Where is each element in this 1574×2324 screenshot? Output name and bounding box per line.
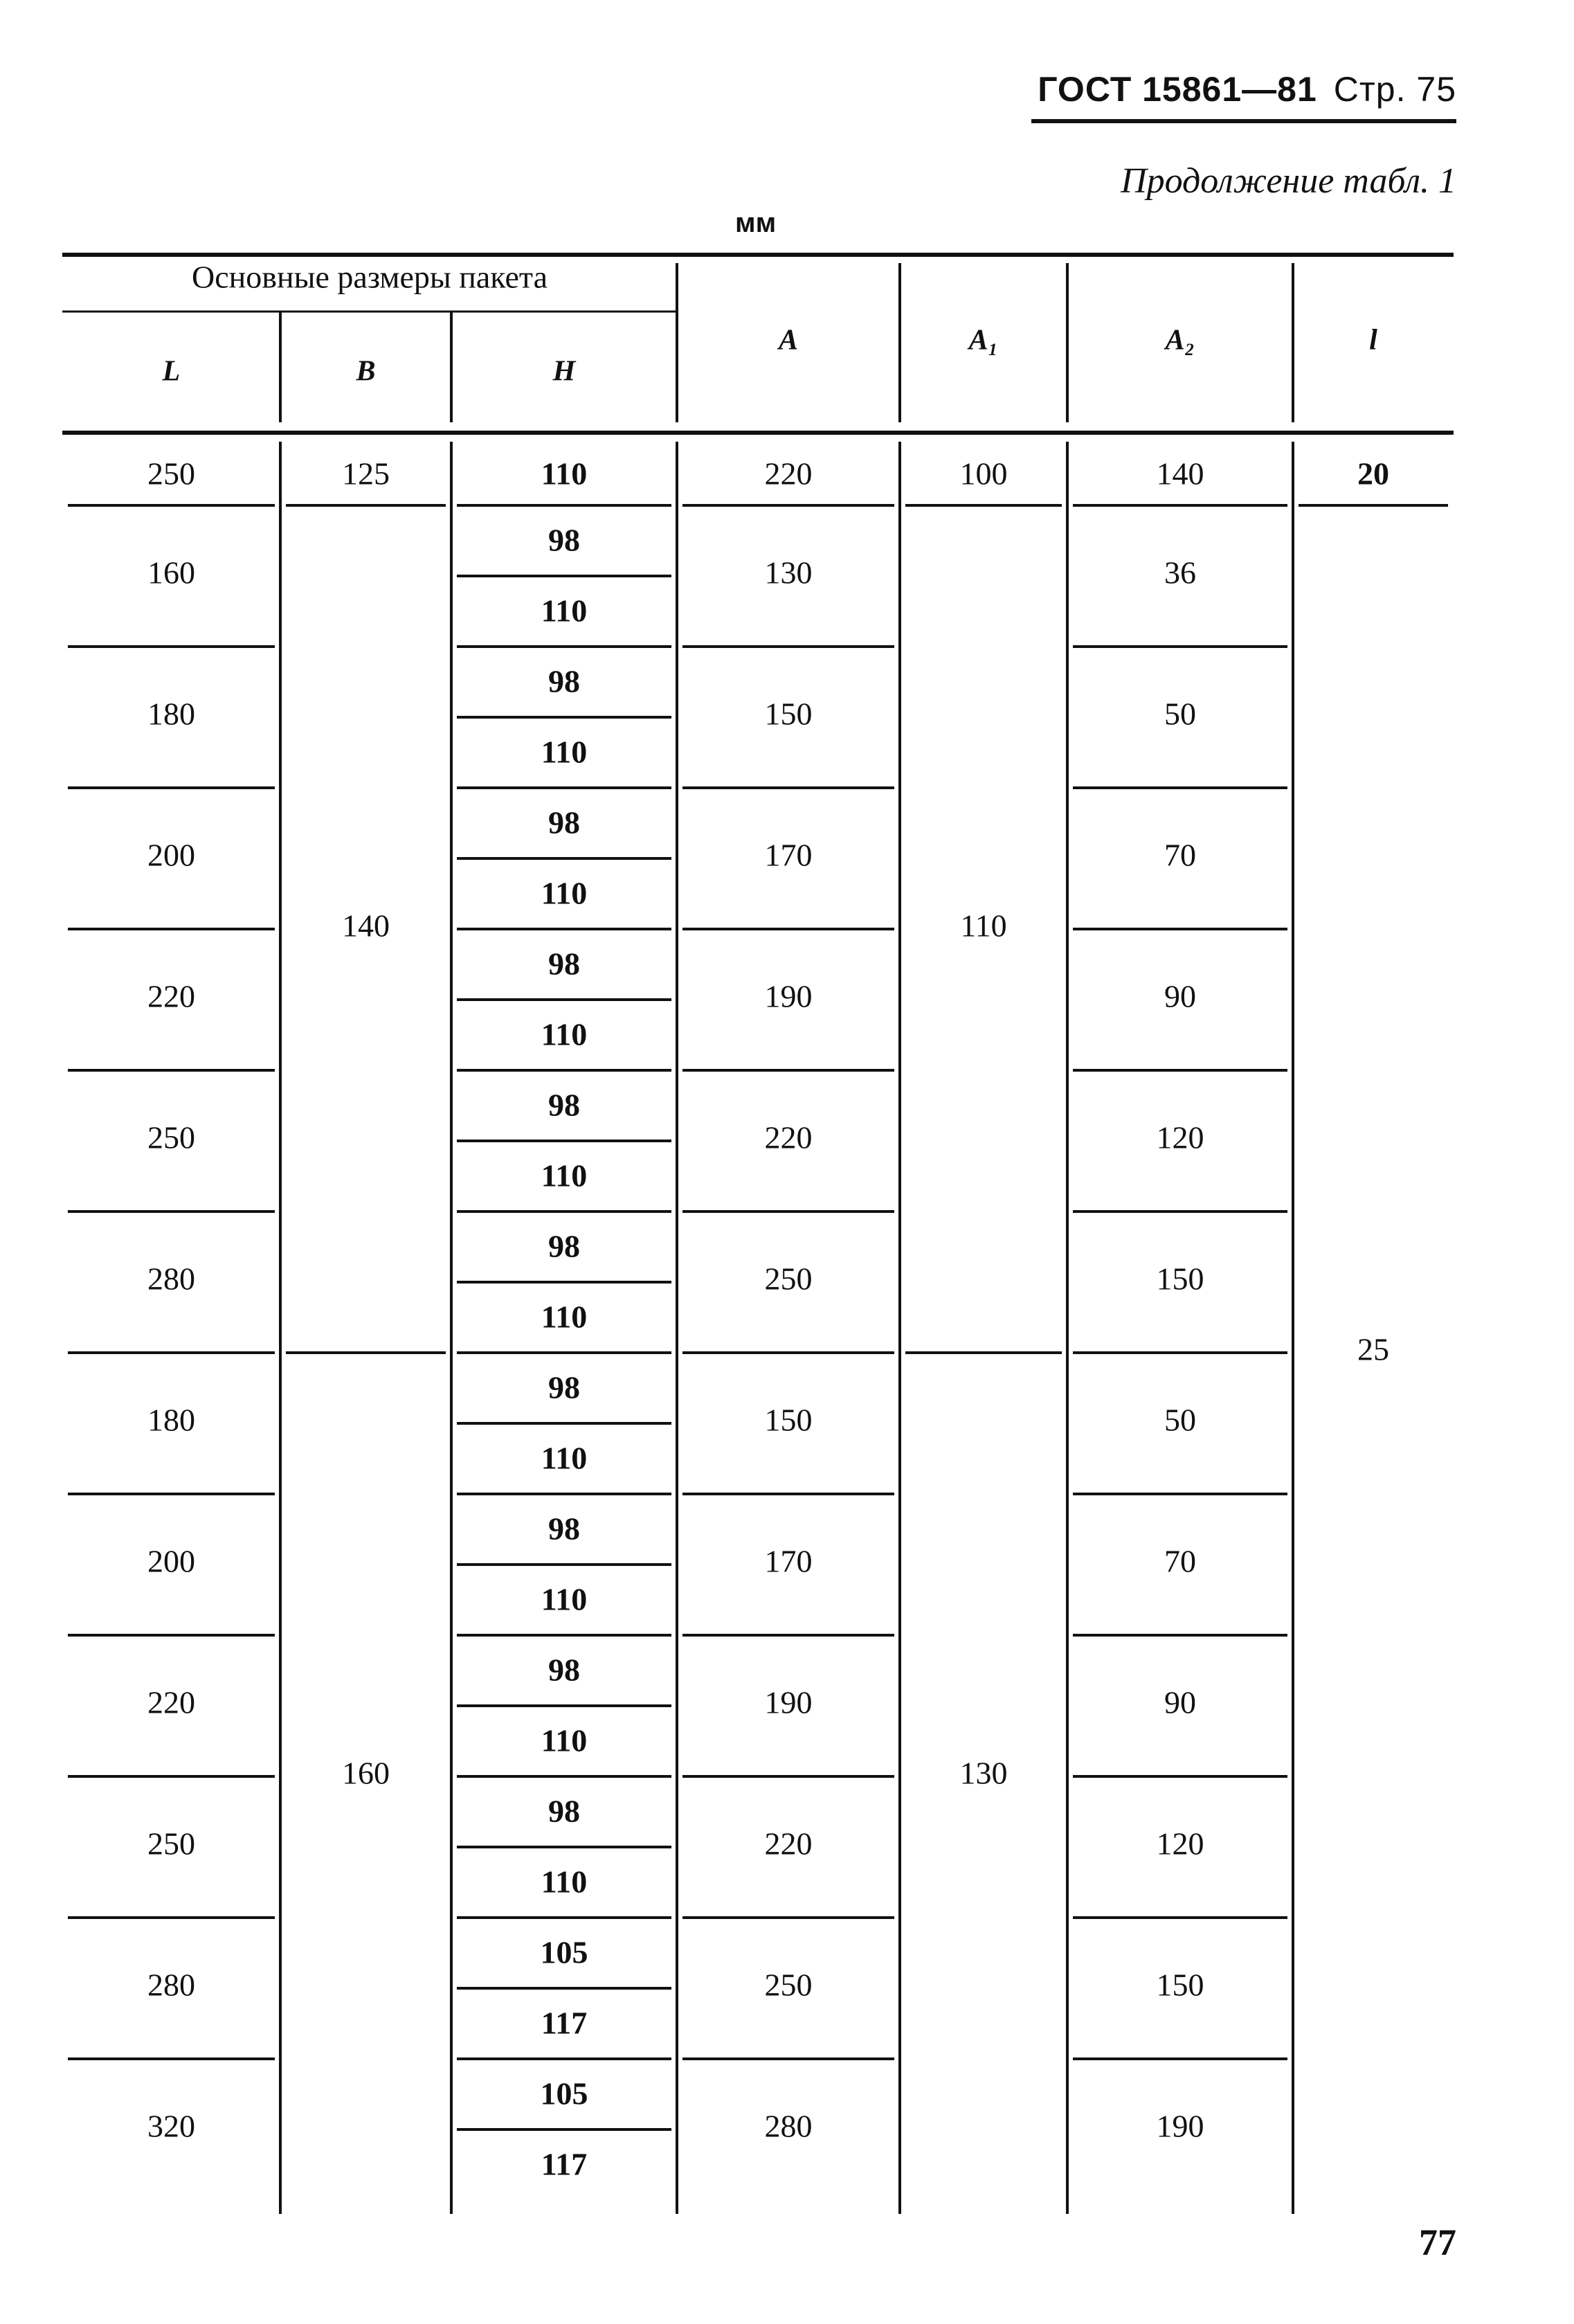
cell-A: 250 bbox=[764, 1967, 813, 2003]
cell-H: 105 bbox=[540, 1934, 588, 1970]
first-row-a1: 100 bbox=[959, 456, 1008, 492]
cell-H: 110 bbox=[541, 875, 588, 911]
cell-A: 190 bbox=[764, 978, 813, 1014]
cell-H: 98 bbox=[548, 804, 580, 840]
first-row-l: 20 bbox=[1357, 456, 1389, 492]
cell-A2: 190 bbox=[1156, 2108, 1204, 2144]
cell-A2: 90 bbox=[1164, 1684, 1196, 1720]
first-row-b: 125 bbox=[342, 456, 390, 492]
cell-L: 220 bbox=[147, 1684, 195, 1720]
cell-H: 110 bbox=[541, 1440, 588, 1476]
cell-A2: 50 bbox=[1164, 696, 1196, 732]
cell-A1: 110 bbox=[960, 908, 1007, 944]
header-A2: A₂ bbox=[1165, 324, 1195, 357]
cell-A: 220 bbox=[764, 1119, 813, 1155]
cell-H: 98 bbox=[548, 1087, 580, 1123]
table-continuation: Продолжение табл. 1 bbox=[1121, 161, 1456, 201]
cell-L: 200 bbox=[147, 1543, 195, 1579]
cell-L: 250 bbox=[147, 1119, 195, 1155]
header-A: A bbox=[778, 324, 799, 357]
cell-B: 160 bbox=[342, 1755, 390, 1791]
cell-L: 220 bbox=[147, 978, 195, 1014]
cell-H: 105 bbox=[540, 2075, 588, 2111]
cell-A2: 70 bbox=[1164, 1543, 1196, 1579]
cell-H: 110 bbox=[541, 1299, 588, 1335]
cell-H: 110 bbox=[541, 734, 588, 770]
cell-A1: 130 bbox=[959, 1755, 1008, 1791]
first-row-l: 250 bbox=[147, 456, 195, 492]
cell-H: 117 bbox=[541, 2146, 588, 2182]
cell-L: 160 bbox=[147, 555, 195, 591]
cell-H: 98 bbox=[548, 1652, 580, 1688]
cell-A2: 90 bbox=[1164, 978, 1196, 1014]
cell-A2: 120 bbox=[1156, 1119, 1204, 1155]
cell-H: 110 bbox=[541, 1158, 588, 1193]
cell-H: 98 bbox=[548, 1793, 580, 1829]
cell-H: 98 bbox=[548, 1511, 580, 1547]
cell-A2: 36 bbox=[1164, 555, 1196, 591]
cell-H: 110 bbox=[541, 1016, 588, 1052]
page-label: Стр. 75 bbox=[1333, 70, 1456, 109]
cell-A2: 150 bbox=[1156, 1967, 1204, 2003]
unit-label: мм bbox=[735, 208, 777, 238]
cell-A: 250 bbox=[764, 1261, 813, 1297]
header-B: B bbox=[356, 355, 376, 388]
cell-H: 110 bbox=[541, 1864, 588, 1900]
first-row-a: 220 bbox=[764, 456, 813, 492]
cell-H: 110 bbox=[541, 593, 588, 629]
cell-L: 200 bbox=[147, 837, 195, 873]
cell-A2: 120 bbox=[1156, 1826, 1204, 1862]
group-header: Основные размеры пакета bbox=[191, 259, 548, 295]
cell-A2: 70 bbox=[1164, 837, 1196, 873]
header-L: L bbox=[162, 355, 181, 388]
cell-A: 130 bbox=[764, 555, 813, 591]
cell-A: 280 bbox=[764, 2108, 813, 2144]
cell-H: 98 bbox=[548, 663, 580, 699]
cell-l: 25 bbox=[1357, 1331, 1389, 1367]
cell-H: 98 bbox=[548, 522, 580, 558]
cell-L: 320 bbox=[147, 2108, 195, 2144]
header-l: l bbox=[1369, 324, 1377, 357]
header-A1: A₁ bbox=[968, 324, 999, 357]
cell-A: 220 bbox=[764, 1826, 813, 1862]
cell-B: 140 bbox=[342, 908, 390, 944]
cell-H: 98 bbox=[548, 1369, 580, 1405]
cell-A: 170 bbox=[764, 837, 813, 873]
cell-H: 110 bbox=[541, 1722, 588, 1758]
cell-H: 117 bbox=[541, 2005, 588, 2041]
cell-L: 280 bbox=[147, 1261, 195, 1297]
cell-L: 180 bbox=[147, 696, 195, 732]
cell-A: 190 bbox=[764, 1684, 813, 1720]
cell-A: 170 bbox=[764, 1543, 813, 1579]
cell-L: 180 bbox=[147, 1402, 195, 1438]
cell-L: 280 bbox=[147, 1967, 195, 2003]
cell-A: 150 bbox=[764, 1402, 813, 1438]
cell-H: 98 bbox=[548, 1228, 580, 1264]
cell-H: 98 bbox=[548, 946, 580, 982]
cell-A2: 50 bbox=[1164, 1402, 1196, 1438]
cell-A2: 150 bbox=[1156, 1261, 1204, 1297]
standard-id: ГОСТ 15861—81 bbox=[1038, 70, 1317, 109]
first-row-h: 110 bbox=[541, 456, 588, 492]
cell-A: 150 bbox=[764, 696, 813, 732]
page-number: 77 bbox=[1419, 2222, 1456, 2263]
header-H: H bbox=[552, 355, 576, 388]
cell-L: 250 bbox=[147, 1826, 195, 1862]
first-row-a2: 140 bbox=[1156, 456, 1204, 492]
cell-H: 110 bbox=[541, 1581, 588, 1617]
